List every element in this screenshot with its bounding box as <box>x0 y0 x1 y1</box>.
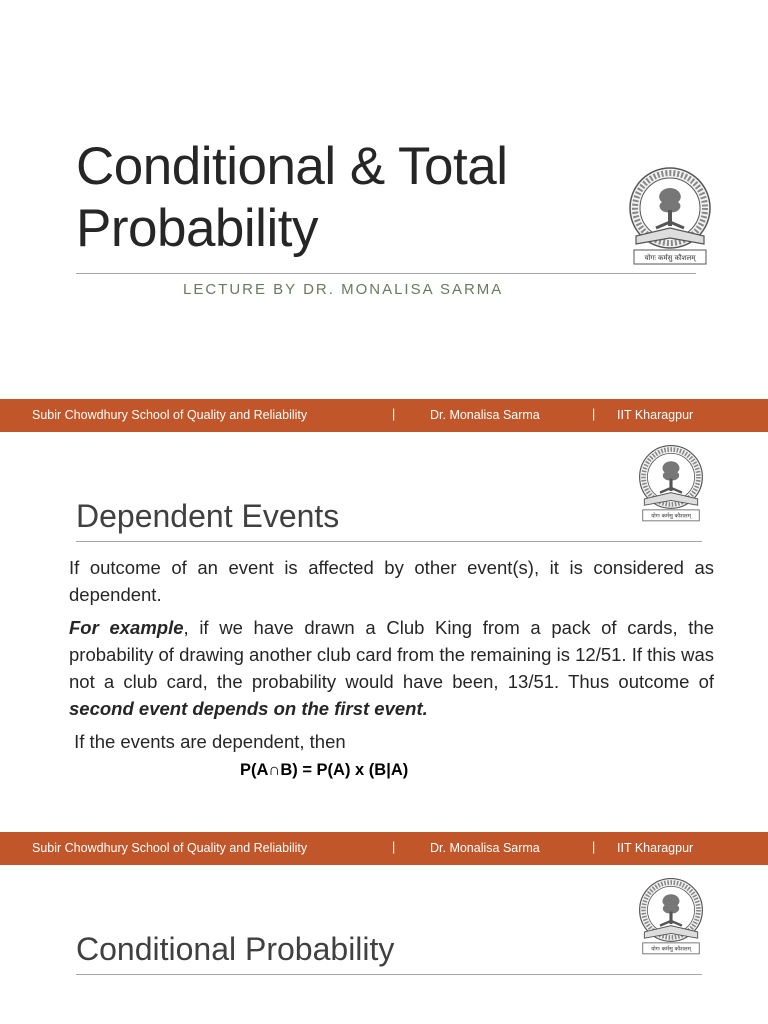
multiplication-rule-equation: P(A∩B) = P(A) x (B|A) <box>240 761 409 779</box>
slide-title: Dependent Events <box>76 498 340 534</box>
footer-separator: | <box>392 840 396 854</box>
iit-kgp-logo-icon <box>636 444 706 524</box>
example-label: For example <box>69 617 184 638</box>
footer-bar <box>0 832 768 865</box>
footer-separator: | <box>592 407 596 421</box>
title-slide <box>0 0 768 400</box>
svg-text:योगः कर्मसु कौशलम्: योगः कर्मसु कौशलम् <box>644 254 696 262</box>
footer-school: Subir Chowdhury School of Quality and Reliability <box>32 408 308 422</box>
definition-paragraph: If outcome of an event is affected by other event(s), it is considered as dependent. <box>69 557 714 605</box>
footer-separator: | <box>392 407 396 421</box>
footer-institute: IIT Kharagpur <box>617 841 694 855</box>
logo-motto: योगः कर्मसु कौशलम् <box>651 513 691 520</box>
example-text: , if we have drawn a Club King from a pack of cards, the probability of drawing another club card from the remaining is 12/51. If this was not a club card, the probability would have been, 13/51. Thus outcome of <box>69 617 714 692</box>
dependent-events-slide <box>0 432 768 830</box>
iit-kgp-logo-icon <box>636 877 706 957</box>
slide-title: Conditional Probability <box>76 931 395 967</box>
logo-motto: योगः कर्मसु कौशलम् <box>651 946 691 953</box>
title-divider <box>76 974 702 975</box>
iit-kgp-logo-icon <box>626 166 714 268</box>
footer-school: Subir Chowdhury School of Quality and Reliability <box>32 841 308 855</box>
footer-author: Dr. Monalisa Sarma <box>430 841 540 855</box>
title-line-1: Conditional & Total <box>76 137 508 196</box>
footer-bar <box>0 399 768 432</box>
footer-separator: | <box>592 840 596 854</box>
title-divider <box>76 273 696 274</box>
conditional-probability-slide <box>0 867 768 1024</box>
example-paragraph <box>69 614 714 722</box>
example-conclusion: second event depends on the first event. <box>69 698 428 719</box>
slide-title <box>76 136 596 260</box>
footer-author: Dr. Monalisa Sarma <box>430 408 540 422</box>
title-divider <box>76 541 702 542</box>
footer-institute: IIT Kharagpur <box>617 408 694 422</box>
lecture-subtitle: LECTURE BY DR. MONALISA SARMA <box>183 281 504 298</box>
title-line-2: Probability <box>76 199 318 258</box>
condition-paragraph: If the events are dependent, then <box>69 731 346 752</box>
slide-body <box>69 554 714 761</box>
